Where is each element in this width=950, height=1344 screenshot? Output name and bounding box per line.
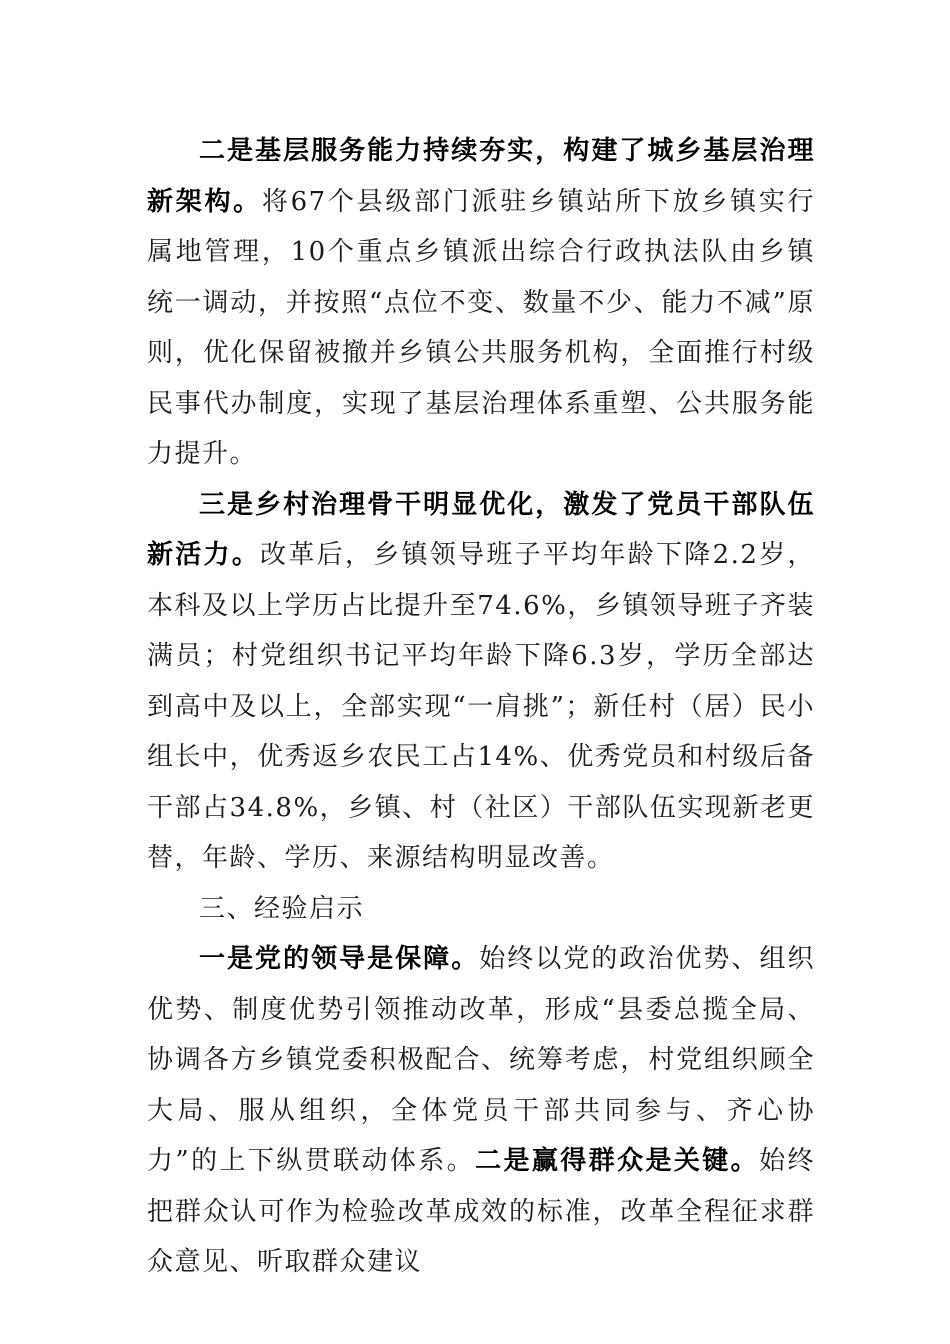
section-heading: 三、经验启示 (199, 893, 365, 924)
paragraph-grassroots-service (147, 126, 815, 480)
paragraph-lead: 一是党的领导是保障。 (199, 944, 480, 974)
paragraph-body: 始终把群众认可作为检验改革成效的标准，改革全程征求群众意见、听取群众建议 (147, 1146, 815, 1277)
paragraph-body: 始终以党的政治优势、组织优势、制度优势引领推动改革，形成“县委总揽全局、协调各方乡镇党委积极配合、统筹考虑，村党组织顾全大局、服从组织，全体党员干部共同参与、齐心协力”的上下纵贯联动体系。 (147, 944, 815, 1176)
paragraph-lead: 二是基层服务能力持续夯实，构建了城乡基层治理新架构。 (147, 136, 815, 217)
paragraph-body: 改革后，乡镇领导班子平均年龄下降2.2岁，本科及以上学历占比提升至74.6%，乡镇领导班子齐装满员；村党组织书记平均年龄下降6.3岁，学历全部达到高中及以上，全部实现“一肩挑”；新任村（居）民小组长中，优秀返乡农民工占14%、优秀党员和村级后备干部占34.8%，乡镇、村（社区）干部队伍实现新老更替，年龄、学历、来源结构明显改善。 (147, 540, 815, 873)
paragraph-body: 将67个县级部门派驻乡镇站所下放乡镇实行属地管理，10个重点乡镇派出综合行政执法队由乡镇统一调动，并按照“点位不变、数量不少、能力不减”原则，优化保留被撤并乡镇公共服务机构，全面推行村级民事代办制度，实现了基层治理体系重塑、公共服务能力提升。 (147, 186, 815, 469)
paragraph-lead: 三是乡村治理骨干明显优化，激发了党员干部队伍新活力。 (147, 489, 815, 570)
paragraph-lead: 二是赢得群众是关键。 (475, 1146, 760, 1176)
paragraph-experience (147, 934, 815, 1288)
document-page (147, 126, 815, 1288)
paragraph-rural-governance (147, 480, 815, 884)
